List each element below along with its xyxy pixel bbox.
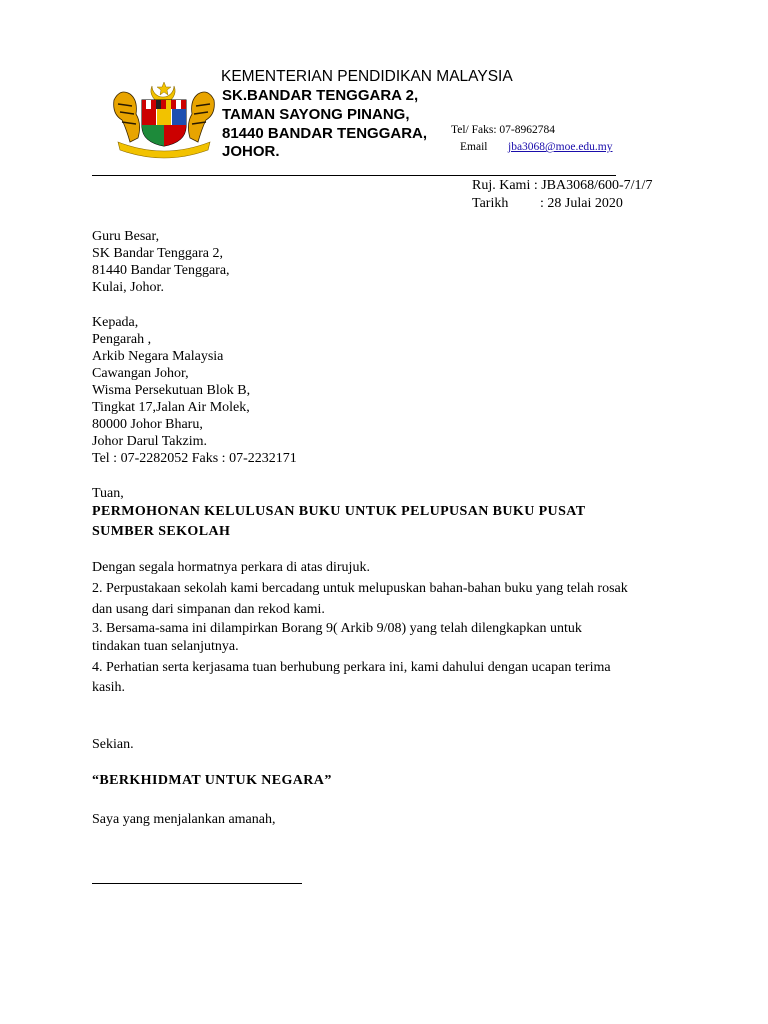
malaysia-crest-logo: [108, 80, 220, 164]
sender-line: Guru Besar,: [92, 229, 160, 244]
email-label: Email: [460, 141, 488, 153]
subject-title: PERMOHONAN KELULUSAN BUKU UNTUK PELUPUSAN BUKU PUSAT: [92, 504, 586, 519]
address-line: JOHOR.: [222, 143, 280, 160]
address-line: 81440 BANDAR TENGGARA,: [222, 125, 428, 142]
recipient-line: Tel : 07-2282052 Faks : 07-2232171: [92, 451, 297, 466]
body-line: tindakan tuan selanjutnya.: [92, 639, 239, 654]
recipient-line: Tingkat 17,Jalan Air Molek,: [92, 400, 250, 415]
recipient-line: Cawangan Johor,: [92, 366, 189, 381]
signature-line: [92, 883, 302, 884]
sender-line: 81440 Bandar Tenggara,: [92, 263, 230, 278]
date-value: : 28 Julai 2020: [540, 196, 623, 211]
closing: Sekian.: [92, 737, 134, 752]
body-line: 2. Perpustakaan sekolah kami bercadang untuk melupuskan bahan-bahan buku yang telah rosak: [92, 581, 628, 596]
sign-off: Saya yang menjalankan amanah,: [92, 812, 276, 827]
ministry-name: KEMENTERIAN PENDIDIKAN MALAYSIA: [221, 68, 513, 85]
salutation: Tuan,: [92, 486, 124, 501]
header-divider: [92, 175, 616, 176]
body-line: Dengan segala hormatnya perkara di atas dirujuk.: [92, 560, 370, 575]
subject-title: SUMBER SEKOLAH: [92, 524, 231, 539]
motto: “BERKHIDMAT UNTUK NEGARA”: [92, 773, 332, 788]
sender-line: Kulai, Johor.: [92, 280, 164, 295]
recipient-line: Kepada,: [92, 315, 139, 330]
body-line: 4. Perhatian serta kerjasama tuan berhubung perkara ini, kami dahului dengan ucapan terima: [92, 660, 611, 675]
recipient-line: 80000 Johor Bharu,: [92, 417, 203, 432]
email-link[interactable]: jba3068@moe.edu.my: [508, 141, 613, 153]
recipient-line: Wisma Persekutuan Blok B,: [92, 383, 251, 398]
recipient-line: Pengarah ,: [92, 332, 152, 347]
reference-number: Ruj. Kami : JBA3068/600-7/1/7: [472, 178, 653, 193]
recipient-line: Arkib Negara Malaysia: [92, 349, 224, 364]
school-name: SK.BANDAR TENGGARA 2,: [222, 87, 419, 104]
sender-line: SK Bandar Tenggara 2,: [92, 246, 223, 261]
body-line: 3. Bersama-sama ini dilampirkan Borang 9( Arkib 9/08) yang telah dilengkapkan untuk: [92, 621, 582, 636]
date-label: Tarikh: [472, 196, 509, 211]
body-line: dan usang dari simpanan dan rekod kami.: [92, 602, 325, 617]
body-line: kasih.: [92, 680, 126, 695]
address-line: TAMAN SAYONG PINANG,: [222, 106, 410, 123]
tel-fax: Tel/ Faks: 07-8962784: [451, 124, 555, 136]
recipient-line: Johor Darul Takzim.: [92, 434, 208, 449]
